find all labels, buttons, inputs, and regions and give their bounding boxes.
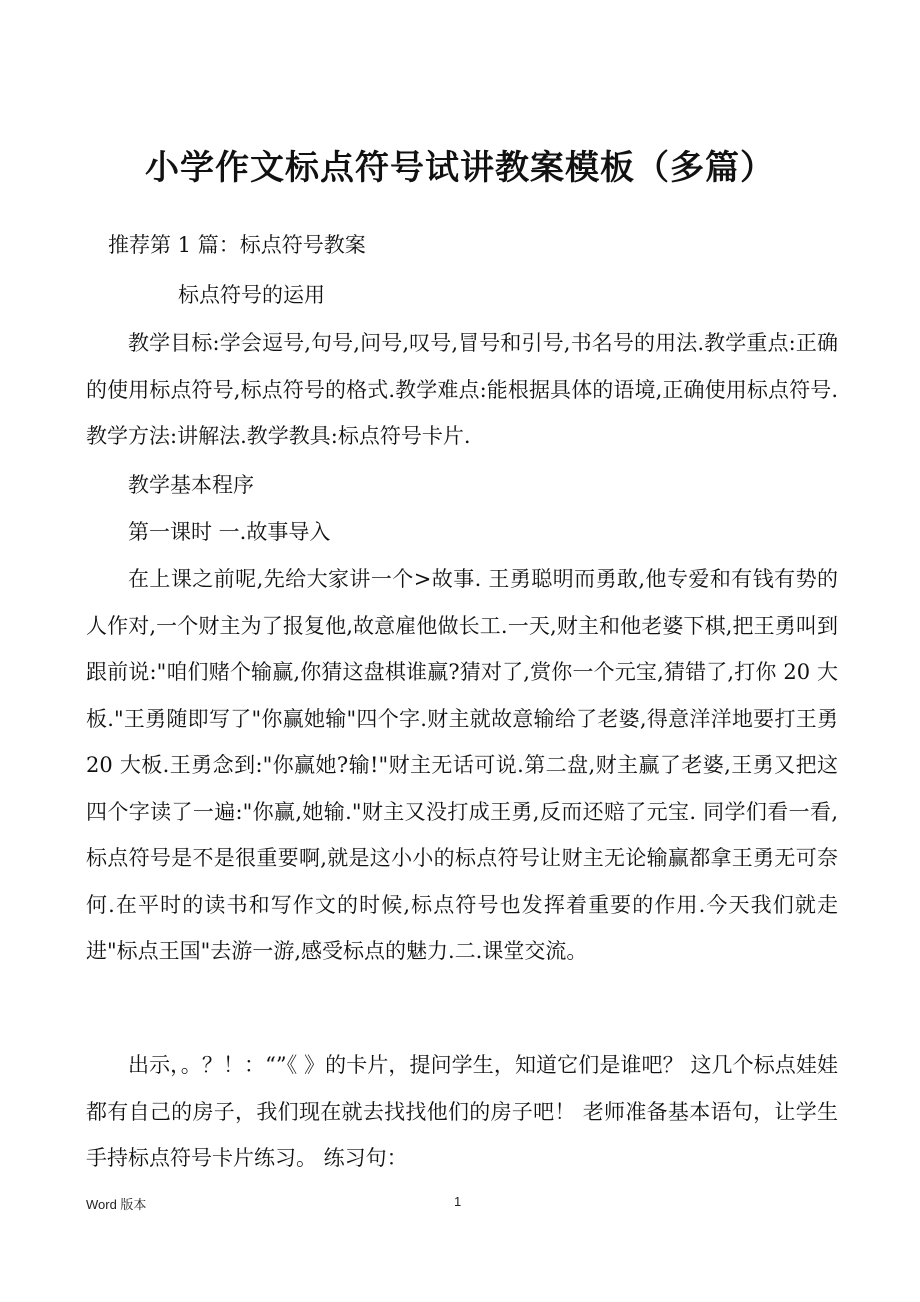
paragraph-procedure-heading: 教学基本程序 [128, 473, 254, 497]
recommend-heading: 推荐第 1 篇：标点符号教案 [108, 233, 366, 257]
footer-label: Word 版本 [86, 1197, 147, 1212]
page-number: 1 [454, 1194, 462, 1209]
section-subtitle: 标点符号的运用 [178, 283, 325, 307]
paragraph-lesson-one: 第一课时 一.故事导入 [128, 520, 331, 544]
paragraph-objectives: 教学目标:学会逗号,句号,问号,叹号,冒号和引号,书名号的用法.教学重点:正确的使用标点符号,标点符号的格式.教学难点:能根据具体的语境,正确使用标点符号.教学方法:讲解法.教学教具:标点符号卡片. [86, 331, 838, 448]
paragraph-story: 在上课之前呢,先给大家讲一个>故事. 王勇聪明而勇敢,他专爱和有钱有势的人作对,一个财主为了报复他,故意雇他做长工.一天,财主和他老婆下棋,把王勇叫到跟前说:"咱们赌个输赢,你猜这盘棋谁赢?猜对了,赏你一个元宝,猜错了,打你 20 大板."王勇随即写了"你赢她输"四个字.财主就故意输给了老婆,得意洋洋地要打王勇 20 大板.王勇念到:"你赢她?输!"财主无话可说.第二盘,财主赢了老婆,王勇又把这四个字读了一遍:"你赢,她输."财主又没打成王勇,反而还赔了元宝. 同学们看一看,标点符号是不是很重要啊,就是这小小的标点符号让财主无论输赢都拿王勇无可奈何.在平时的读书和写作文的时候,标点符号也发挥着重要的作用.今天我们就走进"标点王国"去游一游,感受标点的魅力.二.课堂交流。 [86, 567, 838, 963]
paragraph-cards: 出示，。？！：“”《 》的卡片，提问学生，知道它们是谁吧？ 这几个标点娃娃都有自己的房子，我们现在就去找找他们的房子吧！ 老师准备基本语句，让学生手持标点符号卡片练习。 练习句： [86, 1053, 838, 1170]
document-title: 小学作文标点符号试讲教案模板（多篇） [145, 148, 775, 188]
